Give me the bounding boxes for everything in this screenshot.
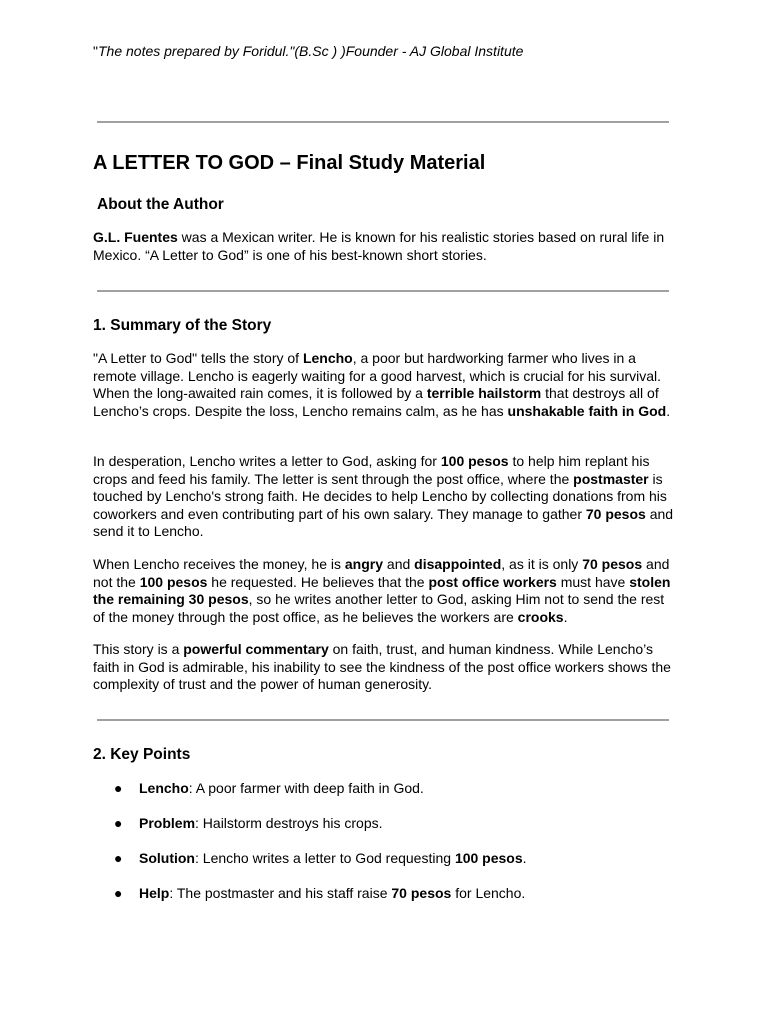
text: and not the — [93, 556, 670, 590]
item-bold-tail: 70 pesos — [391, 885, 452, 901]
text: "A Letter to God" tells the story of — [93, 350, 303, 366]
about-paragraph — [93, 229, 678, 264]
item-bold-tail: 100 pesos — [454, 850, 523, 866]
item-label: Lencho — [139, 780, 189, 796]
text: that destroys all of Lencho’s crops. Despite the loss, Lencho remains calm, as he has — [93, 385, 659, 419]
summary-paragraph-3 — [93, 556, 678, 626]
text: . — [563, 608, 568, 625]
key-points-heading: 2. Key Points — [93, 746, 191, 763]
text: he requested. He believes that the — [207, 573, 429, 590]
page-title: A LETTER TO GOD – Final Study Material — [93, 152, 486, 174]
item-label: Solution — [139, 850, 195, 866]
about-heading: About the Author — [97, 196, 224, 213]
about-text: was a Mexican writer. He is known for his realistic stories based on rural life in Mexico. “A Letter to God” is one of his best-known short stories. — [93, 229, 665, 263]
author-name: G.L. Fuentes — [93, 229, 178, 245]
text: is touched by Lencho's strong faith. He decides to help Lencho by collecting donations from his coworkers and even contributing part of his own salary. They manage to gather — [93, 470, 667, 522]
bold-text: 70 pesos — [585, 505, 646, 522]
item-text: : Lencho writes a letter to God requesting — [195, 850, 455, 866]
text: on faith, trust, and human kindness. While Lencho’s faith in God is admirable, his inability to see the kindness of the post office workers shows the complexity of trust and the power of human generosity. — [93, 641, 671, 693]
header-quote: " — [93, 43, 98, 59]
list-item — [114, 885, 525, 902]
list-item — [114, 815, 383, 832]
summary-heading: 1. Summary of the Story — [93, 317, 272, 334]
list-item — [114, 780, 424, 797]
bold-text: crooks — [517, 608, 564, 625]
bold-text: unshakable faith in God — [507, 402, 667, 419]
item-text: : Hailstorm destroys his crops. — [195, 815, 383, 831]
header-note — [93, 43, 523, 60]
item-label: Help — [139, 885, 170, 901]
text: , as it is only — [501, 556, 583, 572]
bold-text: stolen the remaining 30 pesos — [93, 573, 671, 608]
bullet-icon: ● — [114, 815, 123, 831]
bold-text: post office workers — [428, 573, 557, 590]
item-text: : The postmaster and his staff raise — [169, 885, 392, 901]
text: . — [666, 402, 671, 419]
bold-text: Lencho — [302, 350, 353, 366]
item-tail: . — [522, 850, 527, 866]
header-note-text: The notes prepared by Foridul."(B.Sc ) )Founder - AJ Global Institute — [97, 43, 524, 59]
bullet-icon: ● — [114, 850, 123, 866]
bold-text: disappointed — [414, 556, 502, 572]
bold-text: 70 pesos — [582, 556, 643, 572]
summary-paragraph-2 — [93, 453, 678, 541]
bold-text: angry — [344, 556, 384, 572]
bold-text: 100 pesos — [139, 573, 208, 590]
text: and send it to Lencho. — [93, 505, 674, 540]
list-item — [114, 850, 527, 867]
divider-1 — [97, 121, 669, 123]
text: to help him replant his crops and feed his family. The letter is sent through the post office, where the — [93, 453, 650, 487]
bullet-icon: ● — [114, 885, 123, 901]
text: When Lencho receives the money, he is — [93, 556, 345, 572]
item-label: Problem — [139, 815, 196, 831]
bold-text: 100 pesos — [440, 453, 509, 469]
text: This story is a — [93, 641, 184, 657]
item-text: : A poor farmer with deep faith in God. — [188, 780, 424, 796]
summary-paragraph-1 — [93, 350, 678, 420]
bold-text: postmaster — [573, 470, 649, 487]
divider-3 — [97, 719, 669, 721]
item-tail: for Lencho. — [451, 885, 526, 901]
bold-text: terrible hailstorm — [426, 385, 542, 402]
text: and — [383, 556, 415, 572]
summary-paragraph-4 — [93, 641, 678, 694]
text: , so he writes another letter to God, asking Him not to send the rest of the money through the post office, as he believes the workers are — [93, 591, 665, 625]
text: , a poor but hardworking farmer who lives in a remote village. Lencho is eagerly waiting for a good harvest, which is crucial for his survival. When the long-awaited rain comes, it is followed by a — [93, 350, 662, 402]
text: In desperation, Lencho writes a letter to God, asking for — [93, 453, 441, 469]
text: must have — [556, 573, 630, 590]
bullet-icon: ● — [114, 780, 123, 796]
divider-2 — [97, 290, 669, 292]
bold-text: powerful commentary — [183, 641, 329, 657]
